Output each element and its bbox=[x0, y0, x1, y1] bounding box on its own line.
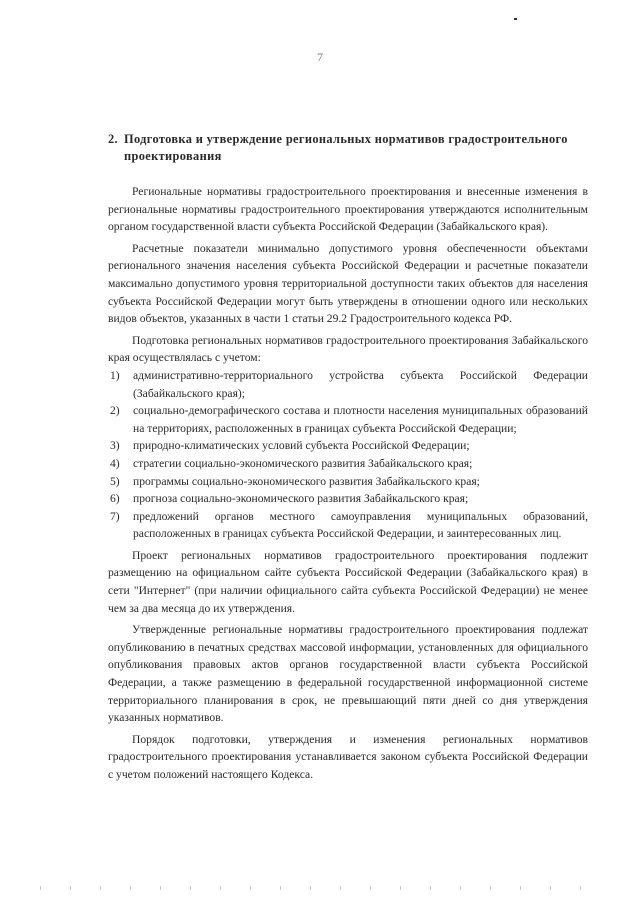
list-item-text: предложений органов местного самоуправления муниципальных образований, расположенных в границах субъекта Российской Федерации, и заинтересованных лиц. bbox=[133, 509, 588, 541]
list-item bbox=[110, 490, 588, 508]
paragraph: Утвержденные региональные нормативы градостроительного проектирования подлежат опубликованию в печатных средствах массовой информации, установленных для официального опубликования правовых актов органов государственной власти субъекта Российской Федерации, а также размещению в федеральной государственной информационной системе территориального планирования в срок, не превышающий пяти дней со дня утверждения указанных нормативов. bbox=[108, 623, 588, 725]
list-marker: 1) bbox=[110, 368, 120, 382]
list-item bbox=[110, 455, 588, 473]
paragraph: Подготовка региональных нормативов градостроительного проектирования Забайкальского края осуществлялась с учетом: bbox=[108, 333, 588, 365]
list-marker: 5) bbox=[110, 474, 120, 488]
section-heading bbox=[108, 131, 588, 165]
page-number: 7 bbox=[317, 50, 323, 64]
list-item-text: административно-территориального устройства субъекта Российской Федерации (Забайкальского края); bbox=[133, 368, 588, 400]
list-item-text: природно-климатических условий субъекта Российской Федерации; bbox=[133, 439, 470, 453]
list-marker: 3) bbox=[110, 439, 120, 453]
list-item-text: прогноза социально-экономического развития Забайкальского края; bbox=[133, 492, 469, 506]
section-title: Подготовка и утверждение региональных нормативов градостроительного проектирования bbox=[124, 132, 568, 163]
list-item bbox=[110, 367, 588, 402]
document-body bbox=[108, 183, 588, 788]
list-marker: 4) bbox=[110, 456, 120, 470]
list-item-text: программы социально-экономического развития Забайкальского края; bbox=[133, 474, 480, 488]
section-number: 2. bbox=[108, 132, 118, 146]
list-item-text: социально-демографического состава и плотности населения муниципальных образований на территориях, расположенных в границах субъекта Российской Федерации; bbox=[133, 404, 588, 435]
paragraph: Порядок подготовки, утверждения и изменения региональных нормативов градостроительного проектирования устанавливается законом субъекта Российской Федерации с учетом положений настоящего Кодекса. bbox=[108, 732, 588, 781]
scan-footer-noise bbox=[40, 886, 600, 890]
paragraph: Региональные нормативы градостроительного проектирования и внесенные изменения в региональные нормативы градостроительного проектирования утверждаются исполнительным органом государственной власти субъекта Российской Федерации (Забайкальского края). bbox=[108, 185, 588, 234]
list-item bbox=[110, 473, 588, 491]
list-marker: 7) bbox=[110, 509, 120, 523]
paragraph: Расчетные показатели минимально допустимого уровня обеспеченности объектами регионального значения населения субъекта Российской Федерации и расчетные показатели максимально допустимого уровня территориальной доступности таких объектов для населения субъекта Российской Федерации могут быть утверждены в отношении одного или нескольких видов объектов, указанных в части 1 статьи 29.2 Градостроительного кодекса РФ. bbox=[108, 241, 588, 326]
list-marker: 2) bbox=[110, 404, 120, 418]
list-item-text: стратегии социально-экономического развития Забайкальского края; bbox=[133, 456, 473, 470]
list-marker: 6) bbox=[110, 492, 120, 506]
list-item bbox=[110, 508, 588, 543]
scan-speck bbox=[514, 18, 517, 20]
paragraph: Проект региональных нормативов градостроительного проектирования подлежит размещению на официальном сайте субъекта Российской Федерации (Забайкальского края) в сети "Интернет" (при наличии официального сайта субъекта Российской Федерации) не менее чем за два месяца до их утверждения. bbox=[108, 548, 588, 615]
list-item bbox=[110, 402, 588, 437]
considerations-list bbox=[108, 367, 588, 543]
list-item bbox=[110, 437, 588, 455]
